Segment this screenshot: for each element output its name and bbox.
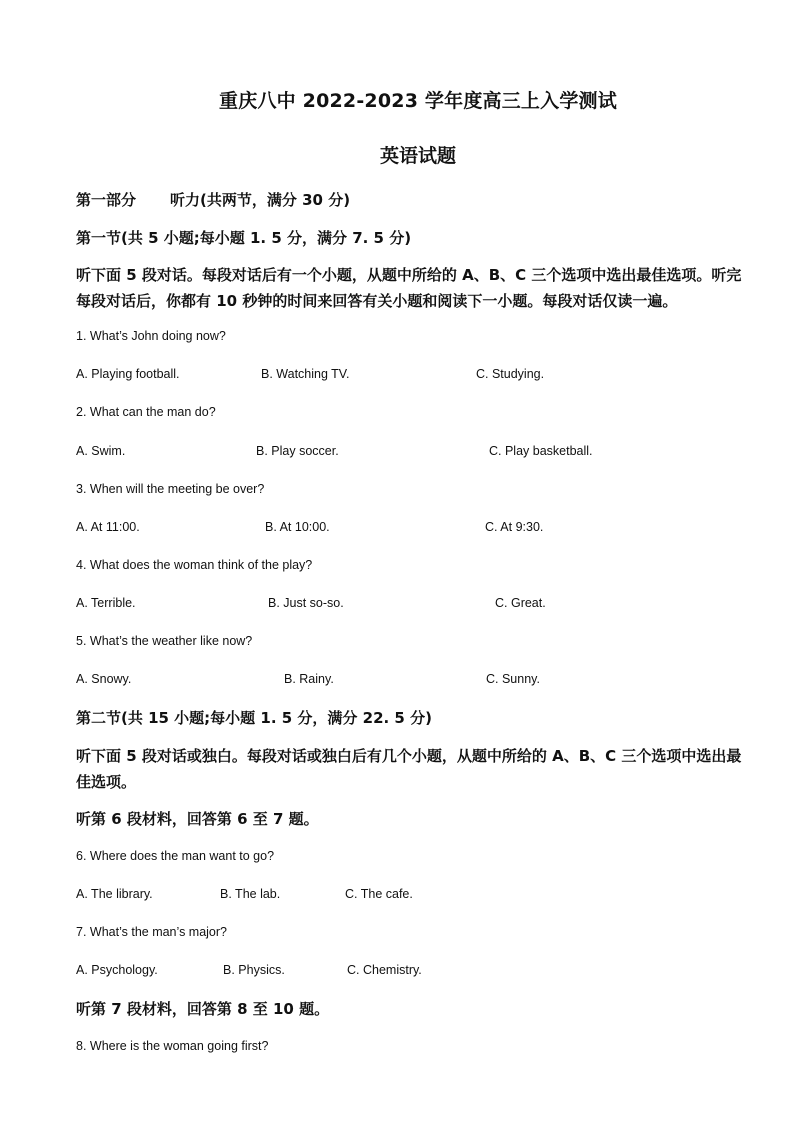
section1-title: 第一节(共 5 小题;每小题 1. 5 分，满分 7. 5 分) bbox=[76, 229, 412, 247]
question-3-option-c: C. At 9:30. bbox=[485, 520, 544, 534]
question-4-option-a: A. Terrible. bbox=[76, 596, 136, 610]
material-7-heading: 听第 7 段材料，回答第 8 至 10 题。 bbox=[76, 1000, 330, 1018]
question-1-option-b: B. Watching TV. bbox=[261, 367, 350, 381]
document-subtitle: 英语试题 bbox=[379, 145, 456, 167]
question-3: 3. When will the meeting be over? bbox=[76, 482, 265, 496]
question-6-option-c: C. The cafe. bbox=[345, 887, 413, 901]
question-5-option-c: C. Sunny. bbox=[486, 672, 540, 686]
question-3-option-b: B. At 10:00. bbox=[265, 520, 330, 534]
question-7-option-b: B. Physics. bbox=[223, 963, 285, 977]
question-6: 6. Where does the man want to go? bbox=[76, 849, 275, 863]
question-7-option-a: A. Psychology. bbox=[76, 963, 158, 977]
question-5: 5. What’s the weather like now? bbox=[76, 634, 253, 648]
question-6-option-b: B. The lab. bbox=[220, 887, 281, 901]
question-7-option-c: C. Chemistry. bbox=[347, 963, 422, 977]
question-4-option-b: B. Just so-so. bbox=[268, 596, 344, 610]
question-4-option-c: C. Great. bbox=[495, 596, 546, 610]
part1-label: 第一部分 bbox=[76, 191, 137, 209]
question-3-option-a: A. At 11:00. bbox=[76, 520, 140, 534]
section1-instructions: 听下面 5 段对话。每段对话后有一个小题，从题中所给的 A、B、C 三个选项中选出最佳选项。听完每段对话后，你都有 10 秒钟的时间来回答有关小题和阅读下一小题。每段对话仅读一遍。 bbox=[76, 266, 742, 310]
section2-instructions: 听下面 5 段对话或独白。每段对话或独白后有几个小题，从题中所给的 A、B、C 三个选项中选出最佳选项。 bbox=[76, 747, 742, 791]
question-5-option-a: A. Snowy. bbox=[76, 672, 132, 686]
question-2-option-a: A. Swim. bbox=[76, 444, 126, 458]
question-2-option-c: C. Play basketball. bbox=[489, 444, 593, 458]
question-8: 8. Where is the woman going first? bbox=[76, 1039, 269, 1053]
question-4: 4. What does the woman think of the play? bbox=[76, 558, 313, 572]
question-5-option-b: B. Rainy. bbox=[284, 672, 334, 686]
section2-title: 第二节(共 15 小题;每小题 1. 5 分，满分 22. 5 分) bbox=[76, 709, 432, 727]
question-1: 1. What’s John doing now? bbox=[76, 329, 226, 343]
question-6-option-a: A. The library. bbox=[76, 887, 153, 901]
question-7: 7. What’s the man’s major? bbox=[76, 925, 227, 939]
question-2-option-b: B. Play soccer. bbox=[256, 444, 339, 458]
question-1-option-c: C. Studying. bbox=[476, 367, 545, 381]
document-title: 重庆八中 2022-2023 学年度高三上入学测试 bbox=[219, 90, 617, 112]
material-6-heading: 听第 6 段材料，回答第 6 至 7 题。 bbox=[76, 810, 319, 828]
question-1-option-a: A. Playing football. bbox=[76, 367, 180, 381]
part1-title: 听力(共两节，满分 30 分) bbox=[170, 191, 351, 209]
question-2: 2. What can the man do? bbox=[76, 405, 216, 419]
part1-heading bbox=[76, 189, 350, 210]
